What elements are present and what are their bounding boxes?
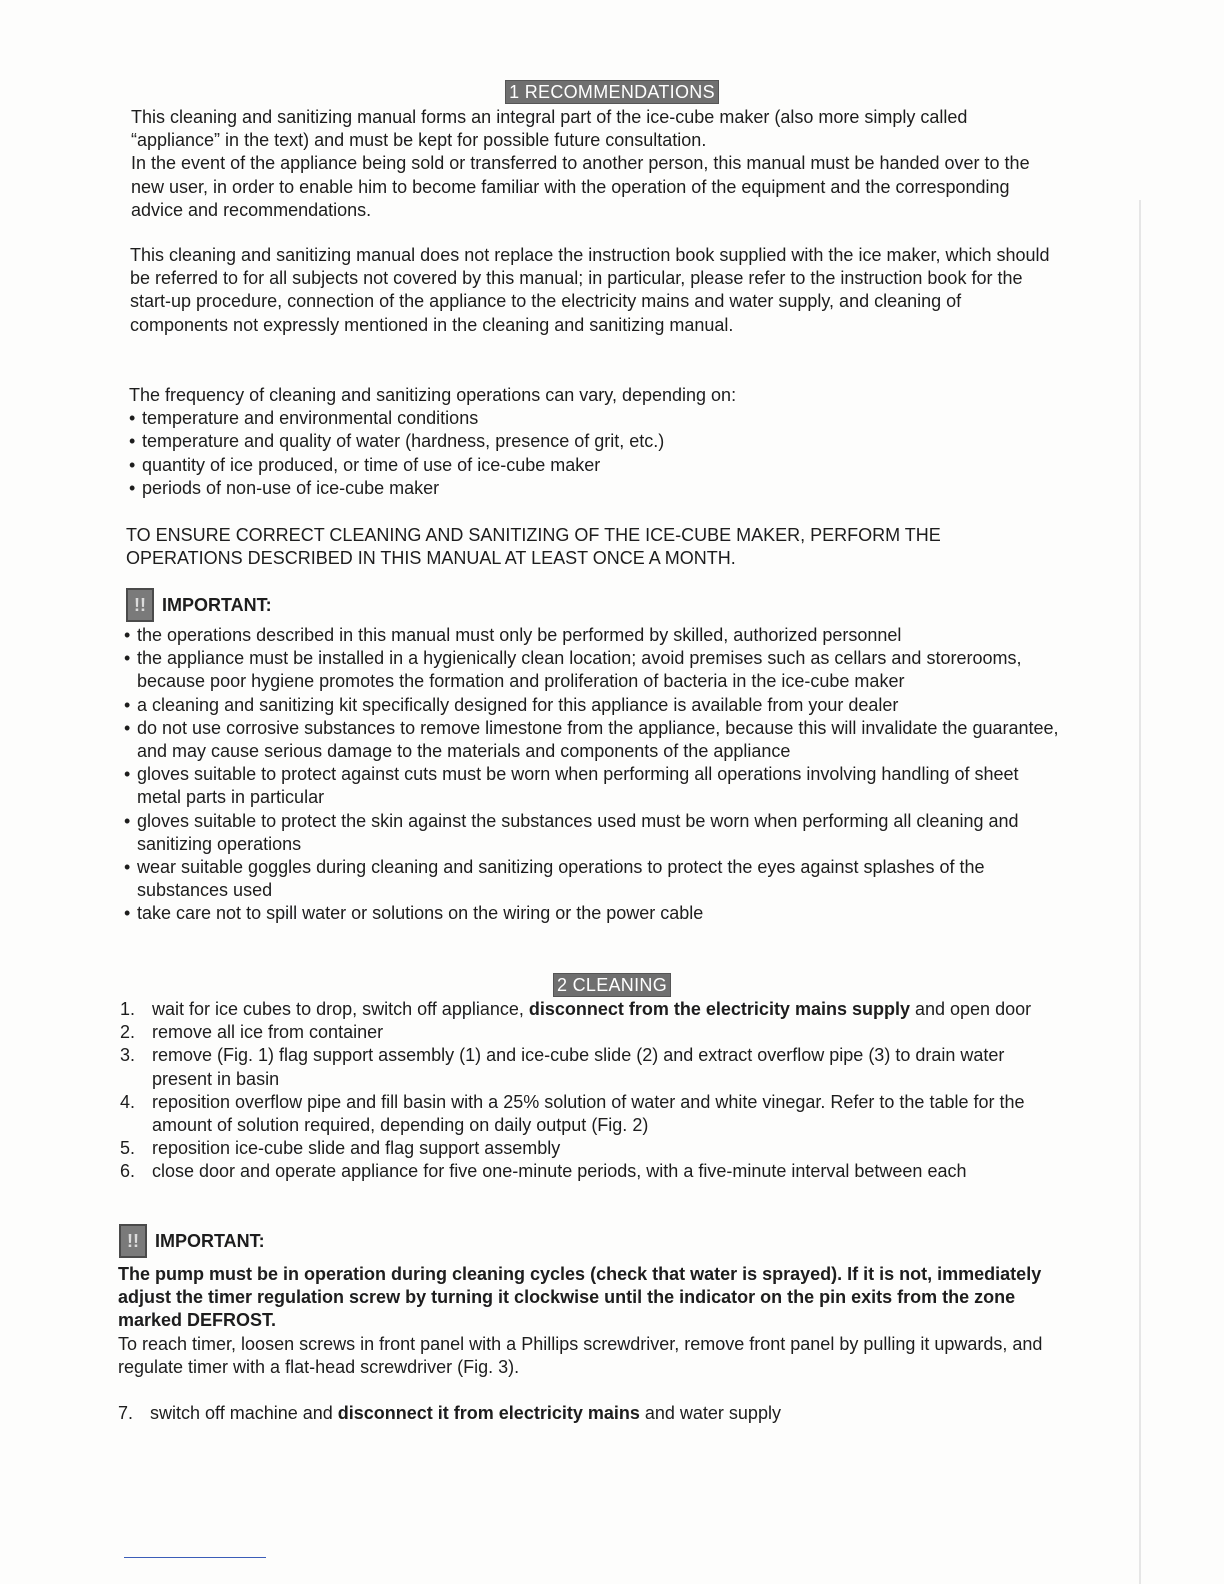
instruction-book-block	[130, 244, 1060, 337]
monthly-notice-block	[126, 524, 1061, 570]
warning-icon: !!	[126, 588, 154, 622]
important-list-1	[124, 624, 1059, 926]
intro-paragraph-2: In the event of the appliance being sold or transferred to another person, this manual must be handed over to the new user, in order to enable him to become familiar with the operation of the equipment and the corresponding advice and recommendations.	[131, 153, 1030, 220]
intro-paragraph-3: This cleaning and sanitizing manual does not replace the instruction book supplied with the ice maker, which should be referred to for all subjects not covered by this manual; in particular, please refer to the instruction book for the start-up procedure, connection of the appliance to the electricity mains and water supply, and cleaning of components not expressly mentioned in the cleaning and sanitizing manual.	[130, 245, 1050, 335]
list-item: • a cleaning and sanitizing kit specifically designed for this appliance is available from your dealer	[124, 694, 1059, 717]
cleaning-steps-block	[120, 998, 1060, 1184]
scan-edge	[1139, 200, 1141, 1584]
warning-icon: !!	[119, 1224, 147, 1258]
frequency-block	[129, 384, 1059, 500]
list-item: • wear suitable goggles during cleaning and sanitizing operations to protect the eyes against splashes of the substances used	[124, 856, 1059, 902]
list-item: 6. close door and operate appliance for five one-minute periods, with a five-minute interval between each	[120, 1161, 967, 1182]
list-item: • gloves suitable to protect the skin against the substances used must be worn when performing all cleaning and sanitizing operations	[124, 810, 1059, 856]
list-item: • the appliance must be installed in a hygienically clean location; avoid premises such as cellars and storerooms, because poor hygiene promotes the formation and proliferation of bacteria in the ice-cube maker	[124, 647, 1059, 693]
list-item: • do not use corrosive substances to remove limestone from the appliance, because this will invalidate the guarantee, and may cause serious damage to the materials and components of the appliance	[124, 717, 1059, 763]
list-item: 2. remove all ice from container	[120, 1022, 384, 1043]
list-item: • quantity of ice produced, or time of use of ice-cube maker	[129, 454, 1059, 477]
frequency-lead: The frequency of cleaning and sanitizing operations can vary, depending on:	[129, 385, 737, 405]
intro-paragraph-1: This cleaning and sanitizing manual forms an integral part of the ice-cube maker (also more simply called “appliance” in the text) and must be kept for possible future consultation.	[131, 107, 968, 151]
important-header-1	[126, 588, 272, 622]
recommendations-heading-row	[0, 80, 1224, 104]
list-item: 5. reposition ice-cube slide and flag support assembly	[120, 1138, 561, 1159]
important-list-1-block	[124, 624, 1059, 926]
cleaning-step-7-block	[118, 1402, 1058, 1425]
cleaning-steps-list-continued	[118, 1402, 1058, 1425]
important-2-normal-text: To reach timer, loosen screws in front panel with a Phillips screwdriver, remove front panel by pulling it upwards, and regulate timer with a flat-head screwdriver (Fig. 3).	[118, 1333, 1043, 1377]
footnote-separator	[124, 1557, 266, 1558]
frequency-list	[129, 407, 1059, 500]
list-item: • periods of non-use of ice-cube maker	[129, 477, 1059, 500]
important-label-2: IMPORTANT:	[155, 1230, 265, 1251]
list-item: 4. reposition overflow pipe and fill basin with a 25% solution of water and white vinegar. Refer to the table for the amount of solution required, depending on daily output (Fig. 2)	[120, 1091, 1025, 1136]
recommendations-heading: 1 RECOMMENDATIONS	[505, 80, 719, 104]
list-item: 3. remove (Fig. 1) flag support assembly (1) and ice-cube slide (2) and extract overflow pipe (3) to drain water present in basin	[120, 1045, 1005, 1089]
important-label-1: IMPORTANT:	[162, 594, 272, 615]
cleaning-heading-row	[0, 973, 1224, 997]
list-item: 7. switch off machine and disconnect it from electricity mains and water supply	[118, 1403, 781, 1423]
list-item: • temperature and environmental conditions	[129, 407, 1059, 430]
intro-block	[131, 106, 1061, 222]
list-item: • take care not to spill water or solutions on the wiring or the power cable	[124, 902, 1059, 925]
important-header-2	[119, 1224, 265, 1258]
list-item: • temperature and quality of water (hardness, presence of grit, etc.)	[129, 430, 1059, 453]
list-item: • gloves suitable to protect against cuts must be worn when performing all operations involving handling of sheet metal parts in particular	[124, 763, 1059, 809]
list-item: • the operations described in this manual must only be performed by skilled, authorized personnel	[124, 624, 1059, 647]
cleaning-heading: 2 CLEANING	[553, 973, 671, 997]
list-item: 1. wait for ice cubes to drop, switch off appliance, disconnect from the electricity mains supply and open door	[120, 999, 1032, 1019]
important-2-text-block	[118, 1263, 1053, 1379]
monthly-notice: TO ENSURE CORRECT CLEANING AND SANITIZING OF THE ICE-CUBE MAKER, PERFORM THE OPERATIONS DESCRIBED IN THIS MANUAL AT LEAST ONCE A MONTH.	[126, 525, 941, 569]
cleaning-steps-list	[120, 998, 1060, 1184]
important-2-bold-text: The pump must be in operation during cleaning cycles (check that water is sprayed). If it is not, immediately adjust the timer regulation screw by turning it clockwise until the indicator on the pin exits from the zone marked DEFROST.	[118, 1264, 1042, 1331]
